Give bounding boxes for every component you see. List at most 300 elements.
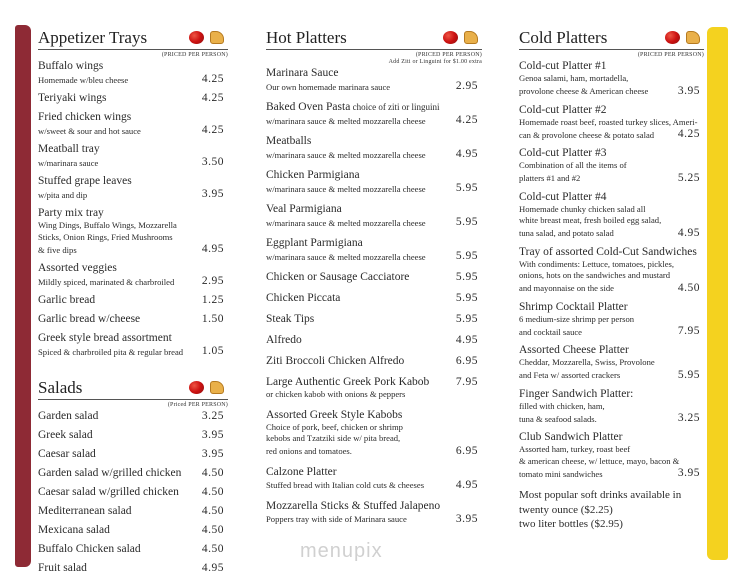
item-name-text: Marinara Sauce (266, 67, 339, 79)
menu-item (38, 143, 228, 169)
left-decorative-stripe (15, 25, 31, 567)
item-name (38, 332, 228, 345)
item-name (266, 466, 482, 479)
item-description: and mayonnaise on the side (519, 283, 614, 293)
item-name (38, 313, 196, 326)
item-description: platters #1 and #2 (519, 173, 581, 183)
item-description-row (266, 182, 482, 195)
item-name (519, 191, 704, 204)
item-description: Mildly spiced, marinated & charbroiled (38, 276, 175, 287)
item-name-text: Large Authentic Greek Pork Kabob (266, 376, 430, 388)
item-name-row (266, 313, 482, 326)
item-description-row (519, 369, 704, 382)
item-name-row (38, 429, 228, 442)
pizza-slice-icon (210, 381, 224, 394)
item-name-row (38, 543, 228, 556)
item-name-text: Assorted Greek Style Kabobs (266, 408, 403, 421)
item-description-row (38, 243, 228, 256)
item-name-row (266, 334, 482, 347)
menu-item (38, 543, 228, 556)
item-name-row (38, 524, 228, 537)
item-price: 1.25 (201, 294, 224, 306)
section-title: Hot Platters (266, 28, 347, 47)
pizza-slice-icon (464, 31, 478, 44)
item-description: Our own homemade marinara sauce (266, 81, 391, 92)
item-name (38, 410, 196, 423)
item-price: 3.95 (677, 84, 700, 97)
item-price: 3.95 (201, 429, 224, 441)
item-name (38, 111, 228, 124)
item-price: 7.95 (455, 376, 478, 388)
menu-item (38, 505, 228, 518)
item-description: w/marinara sauce & melted mozzarella cheese (266, 149, 426, 160)
item-name-text: Mexicana salad (38, 524, 110, 536)
item-name-row (38, 207, 228, 220)
item-price: 4.50 (201, 505, 224, 517)
item-name-row (519, 246, 704, 259)
item-description-row (266, 513, 482, 526)
item-description: & american cheese, w/ lettuce, mayo, bacon & (519, 455, 680, 466)
menu-item (266, 355, 482, 368)
item-name (266, 334, 450, 347)
item-name (519, 246, 704, 259)
tomato-icon (665, 31, 680, 44)
item-name (38, 175, 228, 188)
item-name-row (519, 60, 704, 73)
item-description: Cheddar, Mozzarella, Swiss, Provolone (519, 357, 655, 367)
item-description-row (266, 216, 482, 229)
item-name-text: Stuffed grape leaves (38, 175, 132, 187)
section-header (519, 28, 704, 50)
item-description-row (519, 227, 704, 240)
item-description: kebobs and Tzatziki side w/ pita bread, (266, 433, 401, 443)
item-name-row (519, 147, 704, 160)
menu-item (519, 301, 704, 339)
section-header (266, 28, 482, 50)
item-description: With condiments: Lettuce, tomatoes, pickles, (519, 258, 675, 269)
item-price: 4.25 (201, 92, 224, 104)
item-name-text: Garden salad (38, 410, 99, 422)
item-name-row (38, 486, 228, 499)
menu-column-right (519, 28, 704, 532)
item-name-text: Cold-cut Platter #2 (519, 103, 607, 116)
item-price: 5.95 (455, 250, 478, 262)
item-price: 4.50 (201, 467, 224, 479)
menu-item (519, 147, 704, 185)
item-name-row (38, 313, 228, 326)
item-name-row (38, 92, 228, 105)
item-description: Stuffed bread with Italian cold cuts & cheeses (266, 480, 425, 490)
item-description-row (519, 172, 704, 185)
item-price: 4.95 (201, 243, 224, 255)
item-price: 4.95 (201, 562, 224, 574)
menu-item (519, 104, 704, 142)
item-name-row (38, 294, 228, 307)
item-name-text: Alfredo (266, 334, 302, 346)
item-description: white breast meat, fresh boiled egg salad, (519, 215, 662, 225)
item-name-row (38, 505, 228, 518)
item-name (519, 344, 704, 357)
menu-item (38, 60, 228, 86)
menu-item (38, 467, 228, 480)
item-name-text: Chicken or Sausage Cacciatore (266, 271, 410, 283)
item-name-row (519, 301, 704, 314)
item-name-row (266, 355, 482, 368)
pizza-slice-icon (686, 31, 700, 44)
item-name (38, 562, 196, 575)
item-price: 4.50 (677, 281, 700, 294)
section-icons (443, 31, 478, 44)
watermark: menupix (300, 540, 383, 562)
item-name-row (519, 431, 704, 444)
item-description-row (38, 188, 228, 201)
item-price: 1.05 (201, 345, 224, 357)
priced-per-person-note: (PRICED PER PERSON) (415, 52, 482, 58)
item-description-row (266, 250, 482, 263)
menu-item (266, 169, 482, 195)
item-name-text: Baked Oven Pasta (266, 101, 351, 113)
item-name-row (266, 135, 482, 148)
item-description-row (38, 124, 228, 137)
item-name (38, 429, 196, 442)
item-price: 3.95 (455, 512, 478, 525)
item-description: tuna & seafood salads. (519, 413, 597, 424)
menu-item (266, 67, 482, 93)
item-price: 3.25 (677, 412, 700, 424)
item-description-row (38, 156, 228, 169)
item-description-row (38, 73, 228, 86)
item-description-row (519, 325, 704, 338)
item-price: 4.25 (677, 128, 700, 140)
item-price: 4.95 (455, 334, 478, 346)
item-name (519, 147, 704, 160)
item-name (266, 135, 482, 148)
item-price: 5.95 (455, 313, 478, 325)
item-name-text: Ziti Broccoli Chicken Alfredo (266, 355, 405, 367)
item-description: Sticks, Onion Rings, Fried Mushrooms (38, 231, 173, 242)
item-name-text: Garden salad w/grilled chicken (38, 467, 182, 479)
item-description-row (266, 80, 482, 93)
item-description: and cocktail sauce (519, 326, 582, 337)
item-description: Homemade w/bleu cheese (38, 74, 129, 85)
item-name-row (266, 500, 482, 513)
menu-item (519, 431, 704, 480)
item-description: Combination of all the items of (519, 160, 627, 170)
item-name-row (519, 344, 704, 357)
item-name (38, 467, 196, 480)
soft-drinks-line: twenty ounce ($2.25) (519, 503, 613, 516)
item-name-row (38, 60, 228, 73)
menu-item (38, 524, 228, 537)
tomato-icon (189, 31, 204, 44)
item-name (38, 505, 196, 518)
item-price: 4.95 (455, 148, 478, 160)
item-price: 3.25 (201, 410, 224, 422)
item-price: 2.95 (201, 275, 224, 287)
item-name-text: Mediterranean salad (38, 505, 132, 517)
item-price: 3.95 (201, 188, 224, 200)
item-description: or chicken kabob with onions & peppers (266, 389, 406, 399)
item-name-text: Chicken Parmigiana (266, 169, 360, 181)
item-name-row (266, 101, 482, 114)
section-title: Salads (38, 378, 83, 397)
section-title: Appetizer Trays (38, 28, 148, 47)
priced-per-person-note: (PRICED PER PERSON) (161, 52, 228, 58)
item-name (519, 388, 704, 401)
menu-item (266, 203, 482, 229)
item-name-row (519, 388, 704, 401)
menu-item (519, 60, 704, 98)
item-description: Poppers tray with side of Marinara sauce (266, 514, 407, 524)
item-name (38, 294, 196, 307)
item-name-row (38, 175, 228, 188)
item-price: 4.50 (201, 486, 224, 498)
item-price: 7.95 (677, 325, 700, 337)
menu-column-left (38, 28, 228, 575)
item-description: w/marinara sauce & melted mozzarella cheese (266, 251, 426, 262)
item-name (38, 543, 196, 556)
menu-item (38, 332, 228, 358)
item-name (266, 376, 450, 389)
item-name-text: Cold-cut Platter #1 (519, 60, 607, 72)
menu-item (519, 191, 704, 240)
item-name-text: Assorted Cheese Platter (519, 344, 629, 356)
menu-section (266, 28, 482, 526)
item-description: w/sweet & sour and hot sauce (38, 125, 141, 136)
extra-pasta-note: Add Ziti or Linguini for $1.00 extra (388, 59, 482, 65)
item-description: can & provolone cheese & potato salad (519, 129, 655, 140)
item-name-row (266, 169, 482, 182)
item-name-text: Cold-cut Platter #3 (519, 147, 607, 159)
item-name (266, 101, 482, 114)
priced-per-person-note: (PRICED PER PERSON) (637, 52, 704, 58)
item-name-row (519, 104, 704, 117)
menu-item (266, 466, 482, 492)
item-name-text: Mozzarella Sticks & Stuffed Jalapeno (266, 499, 441, 512)
item-name-row (38, 467, 228, 480)
section-title: Cold Platters (519, 28, 608, 47)
menu-item (38, 313, 228, 326)
item-price: 3.50 (201, 156, 224, 168)
item-name-text: Meatball tray (38, 143, 100, 155)
item-price: 6.95 (455, 444, 478, 457)
section-icons (665, 31, 700, 44)
item-name-text: Steak Tips (266, 313, 315, 325)
item-name-text: Finger Sandwich Platter: (519, 387, 634, 400)
menu-section (38, 378, 228, 575)
item-description-row (519, 467, 704, 480)
item-description: onions, hots on the sandwiches and mustard (519, 270, 671, 280)
item-name-row (266, 466, 482, 479)
menu-section (38, 28, 228, 358)
priced-per-person-note: (Priced PER PERSON) (167, 402, 228, 408)
item-name-text: Eggplant Parmigiana (266, 237, 363, 249)
item-price: 5.95 (455, 292, 478, 304)
item-description: 6 medium-size shrimp per person (519, 313, 635, 324)
item-description-row (519, 85, 704, 98)
item-name-row (266, 203, 482, 216)
item-price: 5.95 (455, 271, 478, 283)
item-name (266, 271, 450, 284)
menu-section (519, 28, 704, 532)
item-name (266, 409, 482, 422)
item-name-row (266, 67, 482, 80)
item-price: 1.50 (201, 313, 224, 325)
item-name-row (38, 332, 228, 345)
item-name-row (38, 562, 228, 575)
section-icons (189, 31, 224, 44)
item-description-row (519, 282, 704, 295)
menu-item (38, 410, 228, 423)
menu-item (266, 135, 482, 161)
item-name-row (519, 191, 704, 204)
tomato-icon (443, 31, 458, 44)
item-name-text: Assorted veggies (38, 262, 117, 274)
item-name (519, 431, 704, 444)
item-description-row (266, 479, 482, 492)
menu-item (519, 388, 704, 426)
item-name-row (38, 143, 228, 156)
menu-item (266, 500, 482, 526)
menu-item (38, 111, 228, 137)
item-name-note: choice of ziti or linguini (350, 102, 440, 112)
item-name-text: Greek style bread assortment (38, 332, 172, 344)
item-price: 4.25 (201, 73, 224, 85)
item-name-text: Party mix tray (38, 207, 104, 219)
item-description: Genoa salami, ham, mortadella, (519, 73, 629, 83)
menu-item (38, 92, 228, 105)
item-description: Choice of pork, beef, chicken or shrimp (266, 421, 403, 432)
item-name (38, 143, 228, 156)
menu-item (266, 271, 482, 284)
menu-item (38, 486, 228, 499)
menu-item (38, 175, 228, 201)
item-description-row (266, 445, 482, 458)
section-icons (189, 381, 224, 394)
item-name-text: Buffalo wings (38, 60, 104, 72)
menu-item (266, 313, 482, 326)
item-name-text: Buffalo Chicken salad (38, 543, 141, 555)
soft-drinks-line: Most popular soft drinks available in (519, 489, 682, 501)
item-description: Homemade chunky chicken salad all (519, 203, 646, 214)
item-description: w/marinara sauce & melted mozzarella cheese (266, 217, 426, 228)
item-description-row (266, 148, 482, 161)
item-name-text: Garlic bread (38, 294, 96, 306)
item-price: 4.25 (201, 124, 224, 136)
item-name-text: Fruit salad (38, 562, 87, 574)
menu-column-middle (266, 28, 482, 526)
item-name-text: Veal Parmigiana (266, 203, 342, 215)
menu-item (266, 101, 482, 127)
item-price: 4.25 (455, 114, 478, 126)
menu-item (266, 292, 482, 305)
item-name-row (38, 262, 228, 275)
pizza-slice-icon (210, 31, 224, 44)
item-description-row (519, 128, 704, 141)
item-name (38, 60, 228, 73)
item-description: w/marinara sauce & melted mozzarella cheese (266, 115, 426, 126)
item-price: 2.95 (455, 80, 478, 92)
item-name (38, 524, 196, 537)
item-name-row (266, 292, 482, 305)
item-description-row (519, 412, 704, 425)
item-price: 4.50 (201, 524, 224, 536)
item-price: 4.95 (455, 478, 478, 491)
item-name-text: Cold-cut Platter #4 (519, 190, 607, 203)
item-price: 3.95 (201, 448, 224, 460)
item-name (266, 500, 482, 513)
item-price: 5.95 (677, 368, 700, 381)
item-price: 3.95 (677, 467, 700, 479)
section-header (38, 28, 228, 50)
item-name-row (266, 376, 482, 389)
item-name-text: Caesar salad w/grilled chicken (38, 486, 179, 498)
item-description-row (38, 345, 228, 358)
item-name (38, 262, 228, 275)
item-name-text: Fried chicken wings (38, 111, 132, 123)
item-name-text: Calzone Platter (266, 465, 337, 478)
item-name-text: Shrimp Cocktail Platter (519, 300, 628, 313)
item-description-row (266, 114, 482, 127)
item-name (519, 301, 704, 314)
soft-drinks-line: two liter bottles ($2.95) (519, 518, 623, 530)
item-name-text: Caesar salad (38, 448, 96, 460)
item-description: tuna salad, and potato salad (519, 228, 614, 238)
tomato-icon (189, 381, 204, 394)
item-price: 6.95 (455, 355, 478, 367)
menu-item (266, 334, 482, 347)
menu-item (38, 294, 228, 307)
item-description: and Feta w/ assorted crackers (519, 370, 621, 380)
item-name-row (266, 237, 482, 250)
right-decorative-stripe (707, 27, 728, 560)
item-description: provolone cheese & American cheese (519, 86, 649, 96)
item-name (519, 104, 704, 117)
item-description: w/marinara sauce & melted mozzarella cheese (266, 183, 426, 194)
item-name (38, 92, 196, 105)
menu-item (38, 562, 228, 575)
item-name (38, 207, 228, 220)
item-description-row (38, 275, 228, 288)
item-description: w/pita and dip (38, 189, 88, 200)
soft-drinks-note (519, 488, 704, 532)
menu-item (38, 429, 228, 442)
menu-item (38, 207, 228, 256)
item-name (266, 292, 450, 305)
item-price: 5.95 (455, 182, 478, 194)
item-name-text: Teriyaki wings (38, 92, 107, 104)
menu-item (519, 344, 704, 382)
item-description: red onions and tomatoes. (266, 446, 352, 456)
item-description: Spiced & charbroiled pita & regular bread (38, 346, 184, 357)
item-name (38, 486, 196, 499)
menu-item (519, 246, 704, 295)
item-name-row (38, 111, 228, 124)
item-price: 4.50 (201, 543, 224, 555)
item-name (266, 313, 450, 326)
item-description: tomato mini sandwiches (519, 468, 603, 479)
item-name (266, 67, 482, 80)
item-description: Assorted ham, turkey, roast beef (519, 444, 631, 454)
menu-item (38, 262, 228, 288)
item-price: 5.95 (455, 216, 478, 228)
menu-item (266, 409, 482, 458)
item-description: filled with chicken, ham, (519, 400, 605, 411)
item-name-text: Tray of assorted Cold-Cut Sandwiches (519, 245, 697, 258)
item-name-row (266, 409, 482, 422)
section-header (38, 378, 228, 400)
item-name (38, 448, 196, 461)
